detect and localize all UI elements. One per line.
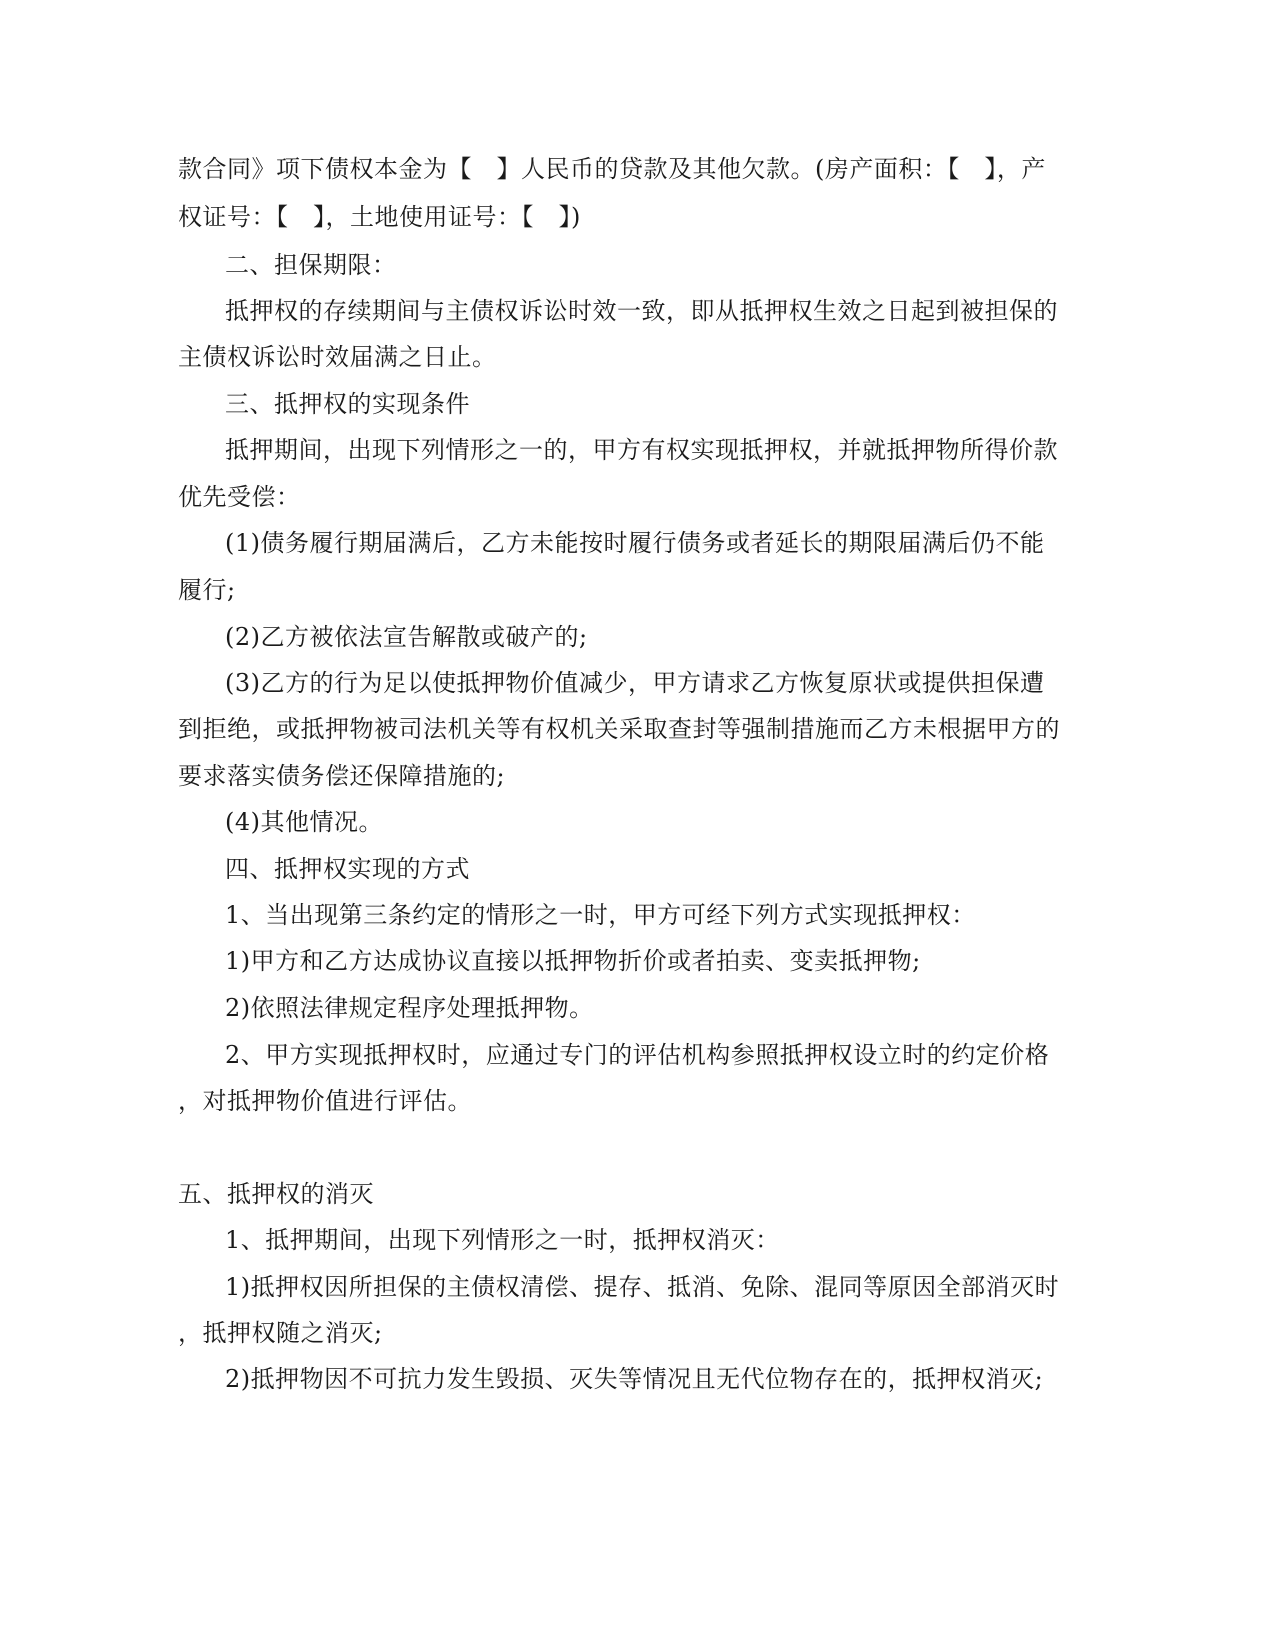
body-line: 优先受偿： (178, 483, 301, 511)
body-line: 权证号：【 】，土地使用证号：【 】) (178, 203, 581, 231)
list-item: 1)甲方和乙方达成协议直接以抵押物折价或者拍卖、变卖抵押物; (225, 947, 921, 975)
list-item: 1、当出现第三条约定的情形之一时，甲方可经下列方式实现抵押权： (225, 901, 976, 929)
body-line: ，抵押权随之消灭; (178, 1319, 383, 1347)
list-item: 1、抵押期间，出现下列情形之一时，抵押权消灭： (225, 1226, 780, 1254)
section-heading: 四、抵押权实现的方式 (225, 855, 470, 883)
section-heading: 三、抵押权的实现条件 (225, 390, 470, 418)
list-item: 2)抵押物因不可抗力发生毁损、灭失等情况且无代位物存在的，抵押权消灭; (225, 1365, 1044, 1393)
body-line: 到拒绝，或抵押物被司法机关等有权机关采取查封等强制措施而乙方未根据甲方的 (178, 715, 1060, 743)
body-line: 抵押权的存续期间与主债权诉讼时效一致，即从抵押权生效之日起到被担保的 (225, 297, 1058, 325)
body-line: 主债权诉讼时效届满之日止。 (178, 343, 497, 371)
list-item: 2、甲方实现抵押权时，应通过专门的评估机构参照抵押权设立时的约定价格 (225, 1041, 1050, 1069)
list-item: (2)乙方被依法宣告解散或破产的; (225, 623, 588, 651)
section-heading: 二、担保期限： (225, 251, 397, 279)
list-item: 1)抵押权因所担保的主债权清偿、提存、抵消、免除、混同等原因全部消灭时 (225, 1273, 1060, 1301)
body-line: 抵押期间，出现下列情形之一的，甲方有权实现抵押权，并就抵押物所得价款 (225, 436, 1058, 464)
list-item: (3)乙方的行为足以使抵押物价值减少，甲方请求乙方恢复原状或提供担保遭 (225, 669, 1045, 697)
body-line: ，对抵押物价值进行评估。 (178, 1087, 472, 1115)
body-line: 款合同》项下债权本金为【 】人民币的贷款及其他欠款。(房产面积：【 】，产 (178, 155, 1046, 183)
list-item: (4)其他情况。 (225, 808, 383, 836)
list-item: 2)依照法律规定程序处理抵押物。 (225, 994, 594, 1022)
body-line: 要求落实债务偿还保障措施的; (178, 762, 506, 790)
body-line: 履行; (178, 576, 236, 604)
list-item: (1)债务履行期届满后，乙方未能按时履行债务或者延长的期限届满后仍不能 (225, 529, 1045, 557)
section-heading: 五、抵押权的消灭 (178, 1180, 374, 1208)
